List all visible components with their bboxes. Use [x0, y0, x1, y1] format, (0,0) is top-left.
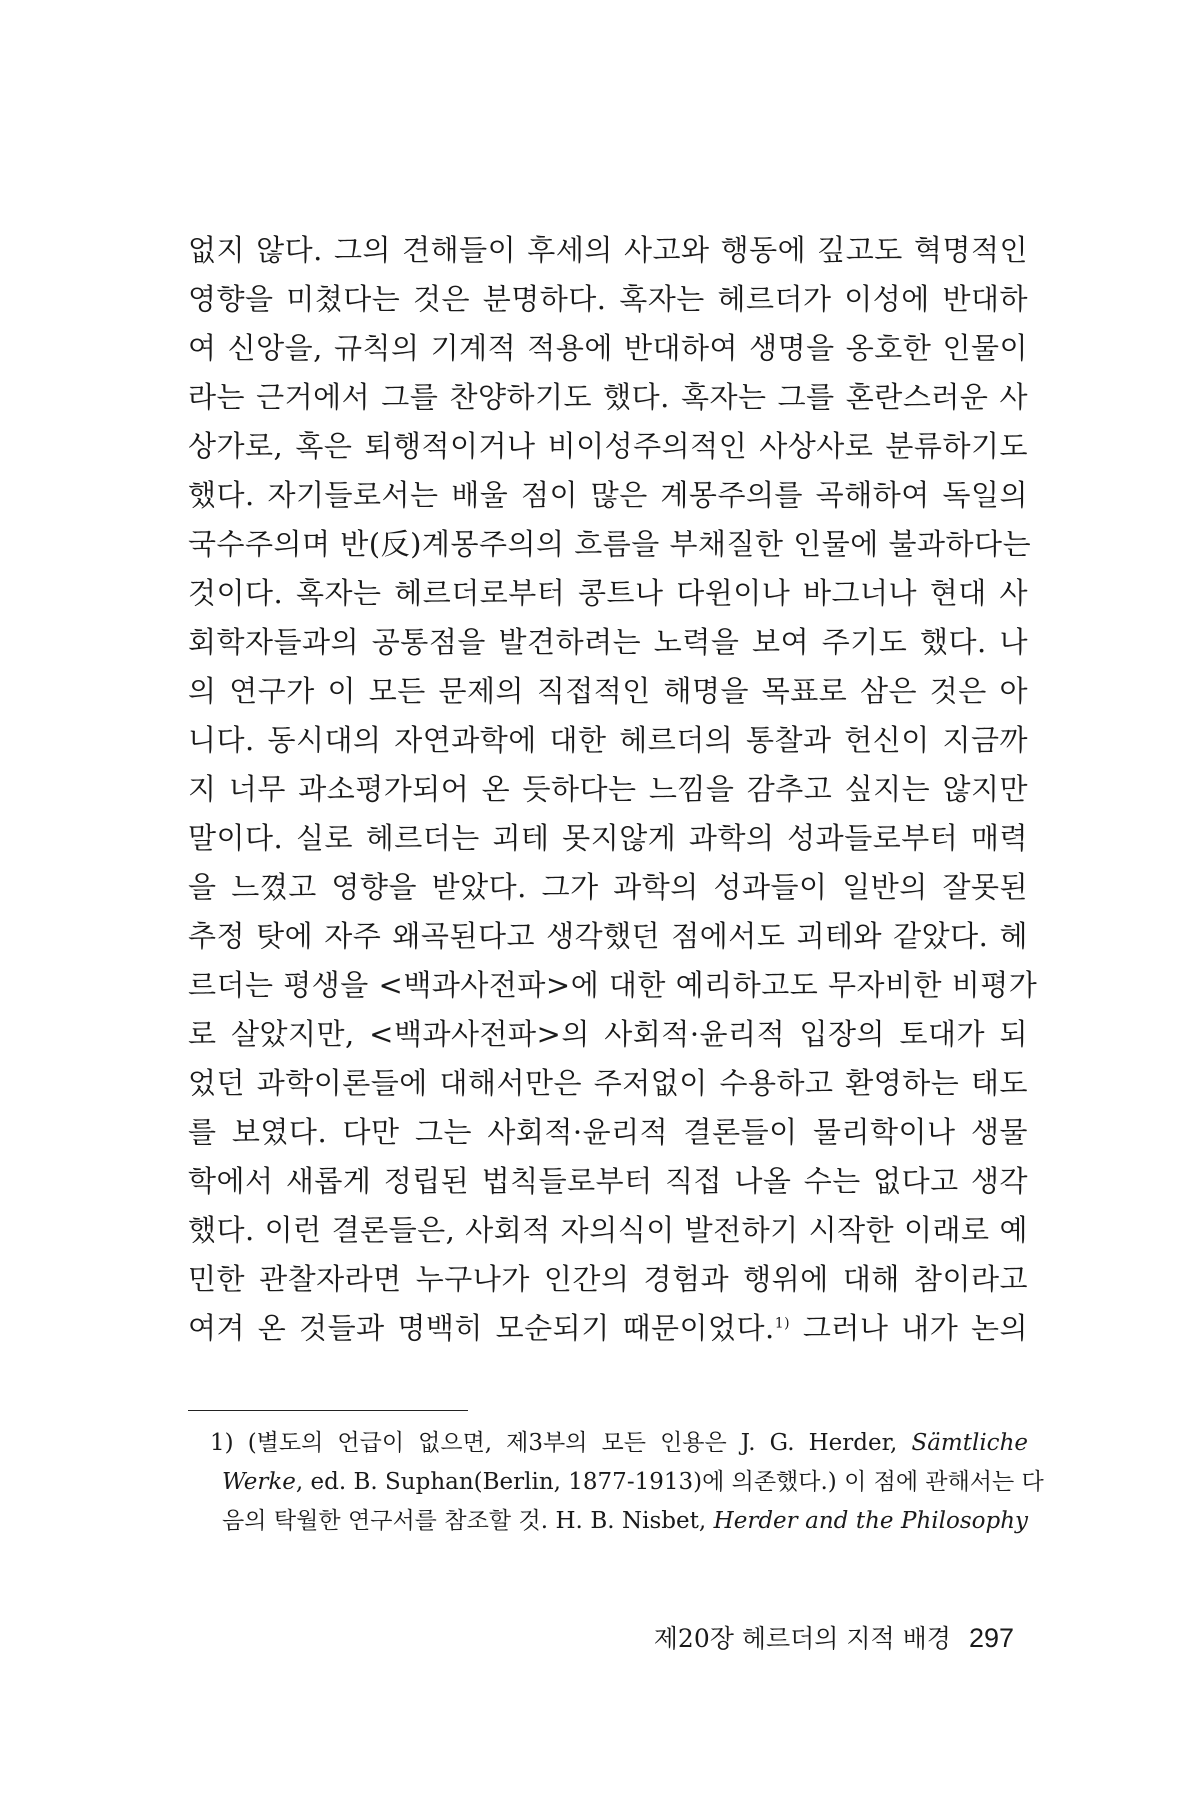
body-line: 로 살았지만, <백과사전파>의 사회적·윤리적 입장의 토대가 되	[188, 1017, 1028, 1051]
footnote-title-italic: Werke	[222, 1469, 296, 1495]
body-line: 을 느꼈고 영향을 받았다. 그가 과학의 성과들이 일반의 잘못된	[188, 870, 1028, 904]
body-text	[188, 226, 1038, 1353]
body-line: 르더는 평생을 <백과사전파>에 대한 예리하고도 무자비한 비평가	[188, 968, 1038, 1002]
body-line: 했다. 이런 결론들은, 사회적 자의식이 발전하기 시작한 이래로 예	[188, 1213, 1028, 1247]
body-line: 국수주의며 반(反)계몽주의의 흐름을 부채질한 인물에 불과하다는	[188, 527, 1032, 561]
chapter-title: 제20장 헤르더의 지적 배경	[653, 1624, 951, 1653]
body-line: 말이다. 실로 헤르더는 괴테 못지않게 과학의 성과들로부터 매력	[188, 821, 1028, 855]
footnote-line	[210, 1424, 1028, 1463]
body-line: 여 신앙을, 규칙의 기계적 적용에 반대하여 생명을 옹호한 인물이	[188, 331, 1028, 365]
body-line: 지 너무 과소평가되어 온 듯하다는 느낌을 감추고 싶지는 않지만	[188, 772, 1028, 806]
body-line: 니다. 동시대의 자연과학에 대한 헤르더의 통찰과 헌신이 지금까	[188, 723, 1028, 757]
running-footer	[654, 1620, 1014, 1657]
body-line: 의 연구가 이 모든 문제의 직접적인 해명을 목표로 삼은 것은 아	[188, 674, 1028, 708]
body-line: 했다. 자기들로서는 배울 점이 많은 계몽주의를 곡해하여 독일의	[188, 478, 1028, 512]
body-line: 것이다. 혹자는 헤르더로부터 콩트나 다윈이나 바그너나 현대 사	[188, 576, 1028, 610]
footnote	[210, 1424, 1044, 1541]
body-line: 추정 탓에 자주 왜곡된다고 생각했던 점에서도 괴테와 같았다. 헤	[188, 919, 1028, 953]
body-line: 영향을 미쳤다는 것은 분명하다. 혹자는 헤르더가 이성에 반대하	[188, 282, 1028, 316]
footnote-divider	[188, 1410, 468, 1411]
body-line: 회학자들과의 공통점을 발견하려는 노력을 보여 주기도 했다. 나	[188, 625, 1028, 659]
footnote-reference[interactable]: 1)	[774, 1315, 791, 1332]
body-line: 학에서 새롭게 정립된 법칙들로부터 직접 나올 수는 없다고 생각	[188, 1164, 1028, 1198]
body-line: 상가로, 혹은 퇴행적이거나 비이성주의적인 사상사로 분류하기도	[188, 429, 1028, 463]
footnote-text: , ed. B. Suphan(Berlin, 1877-1913)에 의존했다.) 이 점에 관해서는 다	[295, 1469, 1044, 1495]
body-line: 없지 않다. 그의 견해들이 후세의 사고와 행동에 깊고도 혁명적인	[188, 233, 1028, 267]
body-line-last	[188, 1304, 1028, 1353]
body-line: 라는 근거에서 그를 찬양하기도 했다. 혹자는 그를 혼란스러운 사	[188, 380, 1028, 414]
body-line: 를 보였다. 다만 그는 사회적·윤리적 결론들이 물리학이나 생물	[188, 1115, 1028, 1149]
footnote-title-italic: Herder and the Philosophy	[713, 1508, 1028, 1534]
body-line: 었던 과학이론들에 대해서만은 주저없이 수용하고 환영하는 태도	[188, 1066, 1028, 1100]
footnote-text: 음의 탁월한 연구서를 참조할 것. H. B. Nisbet,	[222, 1508, 714, 1534]
footnote-text: 1) (별도의 언급이 없으면, 제3부의 모든 인용은 J. G. Herder,	[210, 1430, 912, 1456]
body-line-last-text: 여겨 온 것들과 명백히 모순되기 때문이었다.	[188, 1311, 775, 1345]
footnote-line	[222, 1502, 1028, 1541]
page-number: 297	[968, 1623, 1014, 1653]
footnote-title-italic: Sämtliche	[911, 1430, 1028, 1456]
body-line-last-tail: 그러나 내가 논의	[790, 1311, 1028, 1345]
body-line: 민한 관찰자라면 누구나가 인간의 경험과 행위에 대해 참이라고	[188, 1262, 1028, 1296]
footnote-line	[222, 1463, 1044, 1502]
